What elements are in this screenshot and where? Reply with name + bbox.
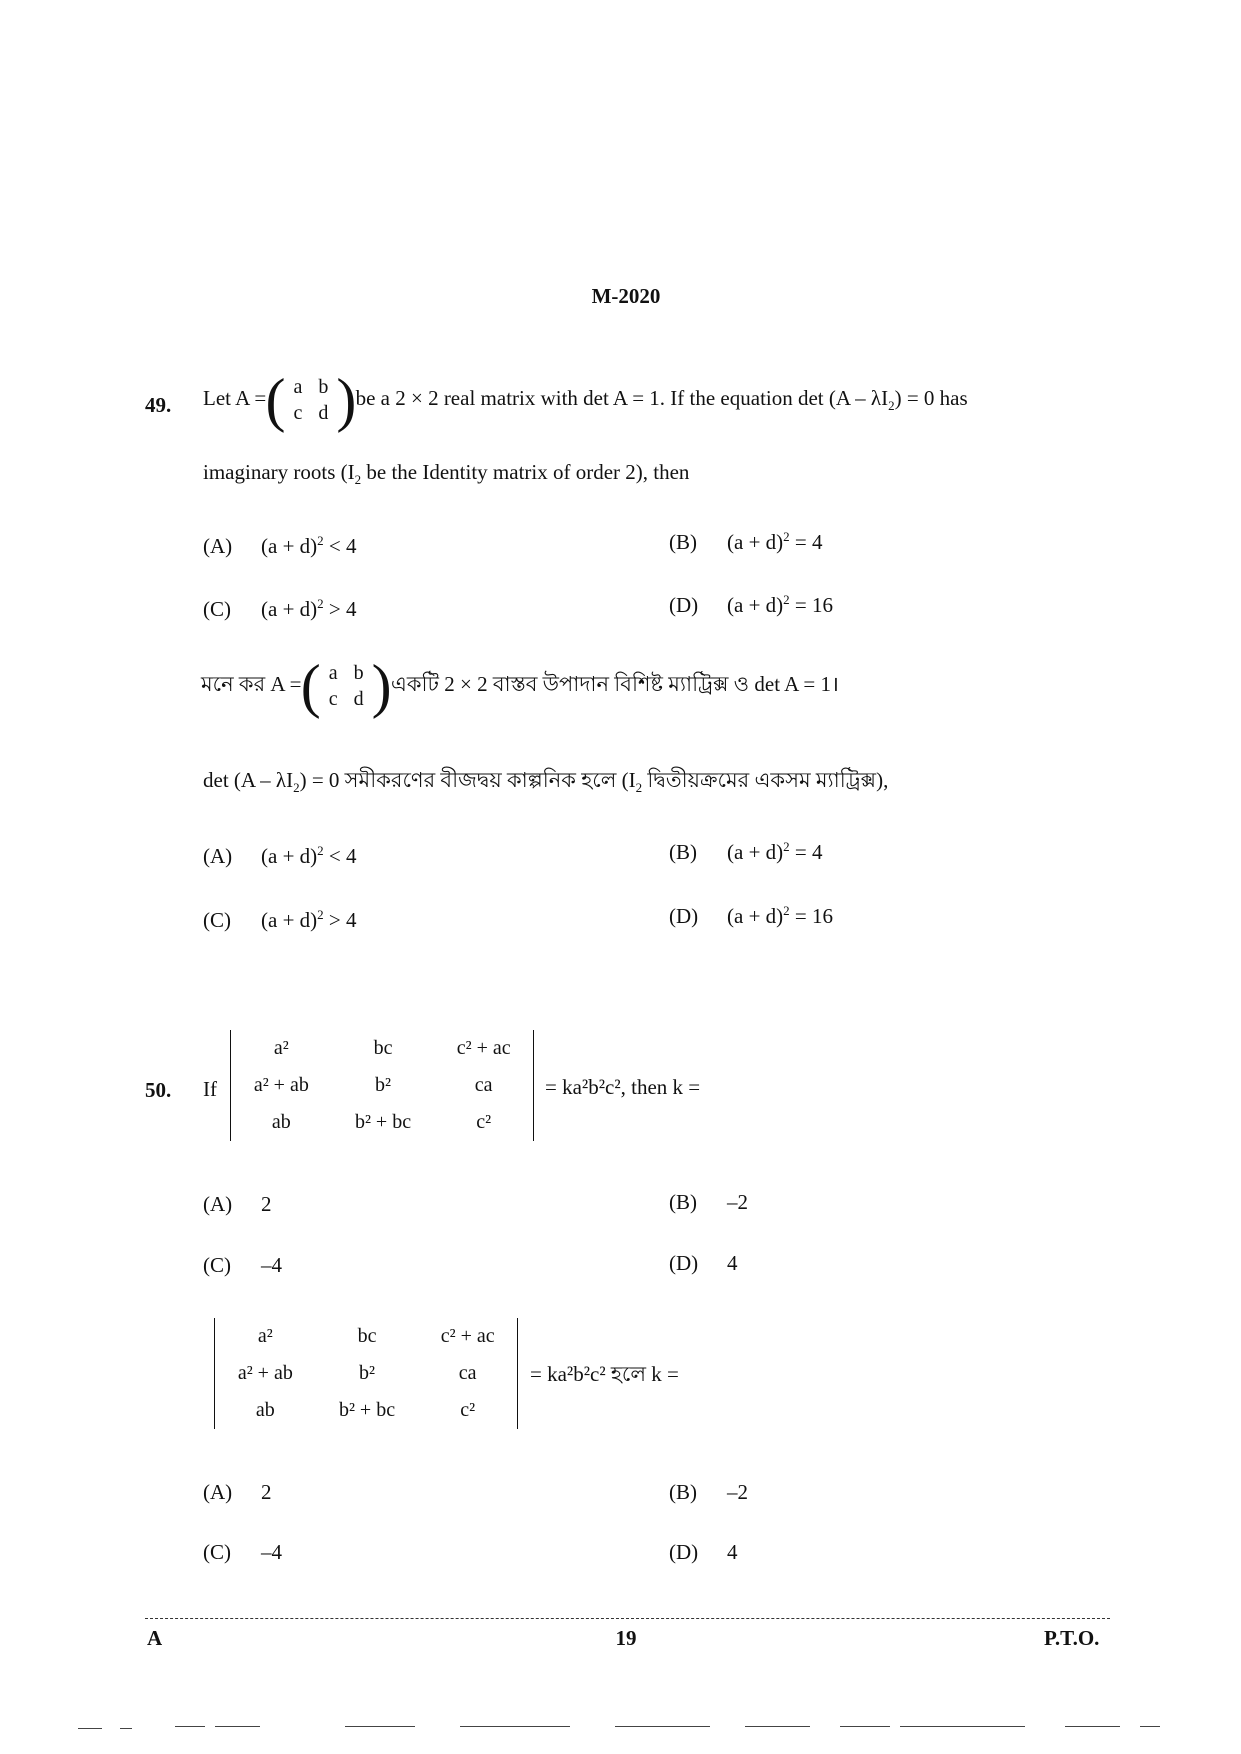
matrix-d: d (318, 402, 329, 424)
page-number: 19 (615, 1626, 637, 1650)
q49-bn-option-a[interactable]: (A) $(a + d)^2 < 4$ (203, 843, 357, 868)
please-turn-over: P.T.O. (1044, 1626, 1100, 1650)
footer-set-code: A (147, 1626, 163, 1650)
q50-equation-bn: = ka²b²c² হলে k = (530, 1362, 679, 1386)
scan-mark (78, 1728, 102, 1729)
matrix-c: c (293, 402, 303, 424)
scan-mark (120, 1728, 132, 1729)
q49-option-a[interactable]: (A) $(a + d)^2 < 4$ (203, 533, 357, 558)
q50-bn-option-a[interactable]: (A) 2 (203, 1480, 272, 1504)
question-50-number: 50. (145, 1078, 172, 1102)
q49-stem-text: be a 2 × 2 real matrix with det A = 1. If the equation det (A – λI (355, 385, 889, 410)
question-49-bn-line1: মনে কর A = ( a b c d ) একটি 2 × 2 বাস্তব উপাদান বিশিষ্ট ম্যাট্রিক্স ও det A = 1। (201, 653, 839, 719)
scan-mark (215, 1726, 260, 1727)
scan-mark (1065, 1726, 1120, 1727)
question-50-if: If (203, 1077, 217, 1101)
question-49-stem-line1: Let A = ( a b c d ) be a 2 × 2 real matrix with det A = 1. If the equation $\det (A - \lambda I_2) = 0$ has (203, 367, 968, 433)
q49-option-b[interactable]: (B) $(a + d)^2 = 4$ (669, 529, 823, 554)
scan-mark (175, 1726, 205, 1727)
q49-bn-option-d[interactable]: (D) $(a + d)^2 = 16$ (669, 903, 833, 928)
matrix-b: b (318, 376, 329, 398)
q49-option-c[interactable]: (C) $(a + d)^2 > 4$ (203, 596, 357, 621)
q50-bn-option-d[interactable]: (D) 4 (669, 1540, 738, 1564)
q49-let-a: Let A = (203, 385, 267, 410)
q49-bn-option-b[interactable]: (B) $(a + d)^2 = 4$ (669, 839, 823, 864)
scan-mark (1140, 1726, 1160, 1727)
question-49-number: 49. (145, 393, 172, 417)
q50-option-b[interactable]: (B) –2 (669, 1190, 748, 1214)
scan-mark (745, 1726, 810, 1727)
q50-determinant-bn: a² bc c² + ac a² + ab b² ca ab b² + bc c² (214, 1318, 518, 1429)
scan-mark (460, 1726, 570, 1727)
matrix-a: a (293, 376, 303, 398)
scan-mark (900, 1726, 1025, 1727)
scan-mark (615, 1726, 710, 1727)
q50-bn-option-c[interactable]: (C) –4 (203, 1540, 282, 1564)
q50-determinant-en: a² bc c² + ac a² + ab b² ca ab b² + bc c² (230, 1030, 534, 1141)
q50-bn-option-b[interactable]: (B) –2 (669, 1480, 748, 1504)
scan-mark (345, 1726, 415, 1727)
q49-option-d[interactable]: (D) $(a + d)^2 = 16$ (669, 592, 833, 617)
q50-option-d[interactable]: (D) 4 (669, 1251, 738, 1275)
scan-mark (840, 1726, 890, 1727)
q50-option-c[interactable]: (C) –4 (203, 1253, 282, 1277)
q49-matrix-bn: ( a b c d ) (300, 653, 392, 719)
q50-option-a[interactable]: (A) 2 (203, 1192, 272, 1216)
footer-divider (145, 1618, 1110, 1619)
q49-matrix-en: ( a b c d ) (265, 367, 357, 433)
question-49-stem-line2: imaginary roots ($I_2$ be the Identity matrix of order 2), then (203, 460, 690, 488)
q50-equation-en: = ka²b²c², then k = (545, 1075, 701, 1099)
paper-code: M-2020 (591, 284, 661, 308)
question-49-bn-line2: $\det (A - \lambda I_2) = 0$ সমীকরণের বীজদ্বয় কাল্পনিক হলে ($I_2$ দ্বিতীয়ক্রমের একসম ম্যাট্রিক্স), (203, 768, 889, 796)
q49-bn-option-c[interactable]: (C) $(a + d)^2 > 4$ (203, 907, 357, 932)
